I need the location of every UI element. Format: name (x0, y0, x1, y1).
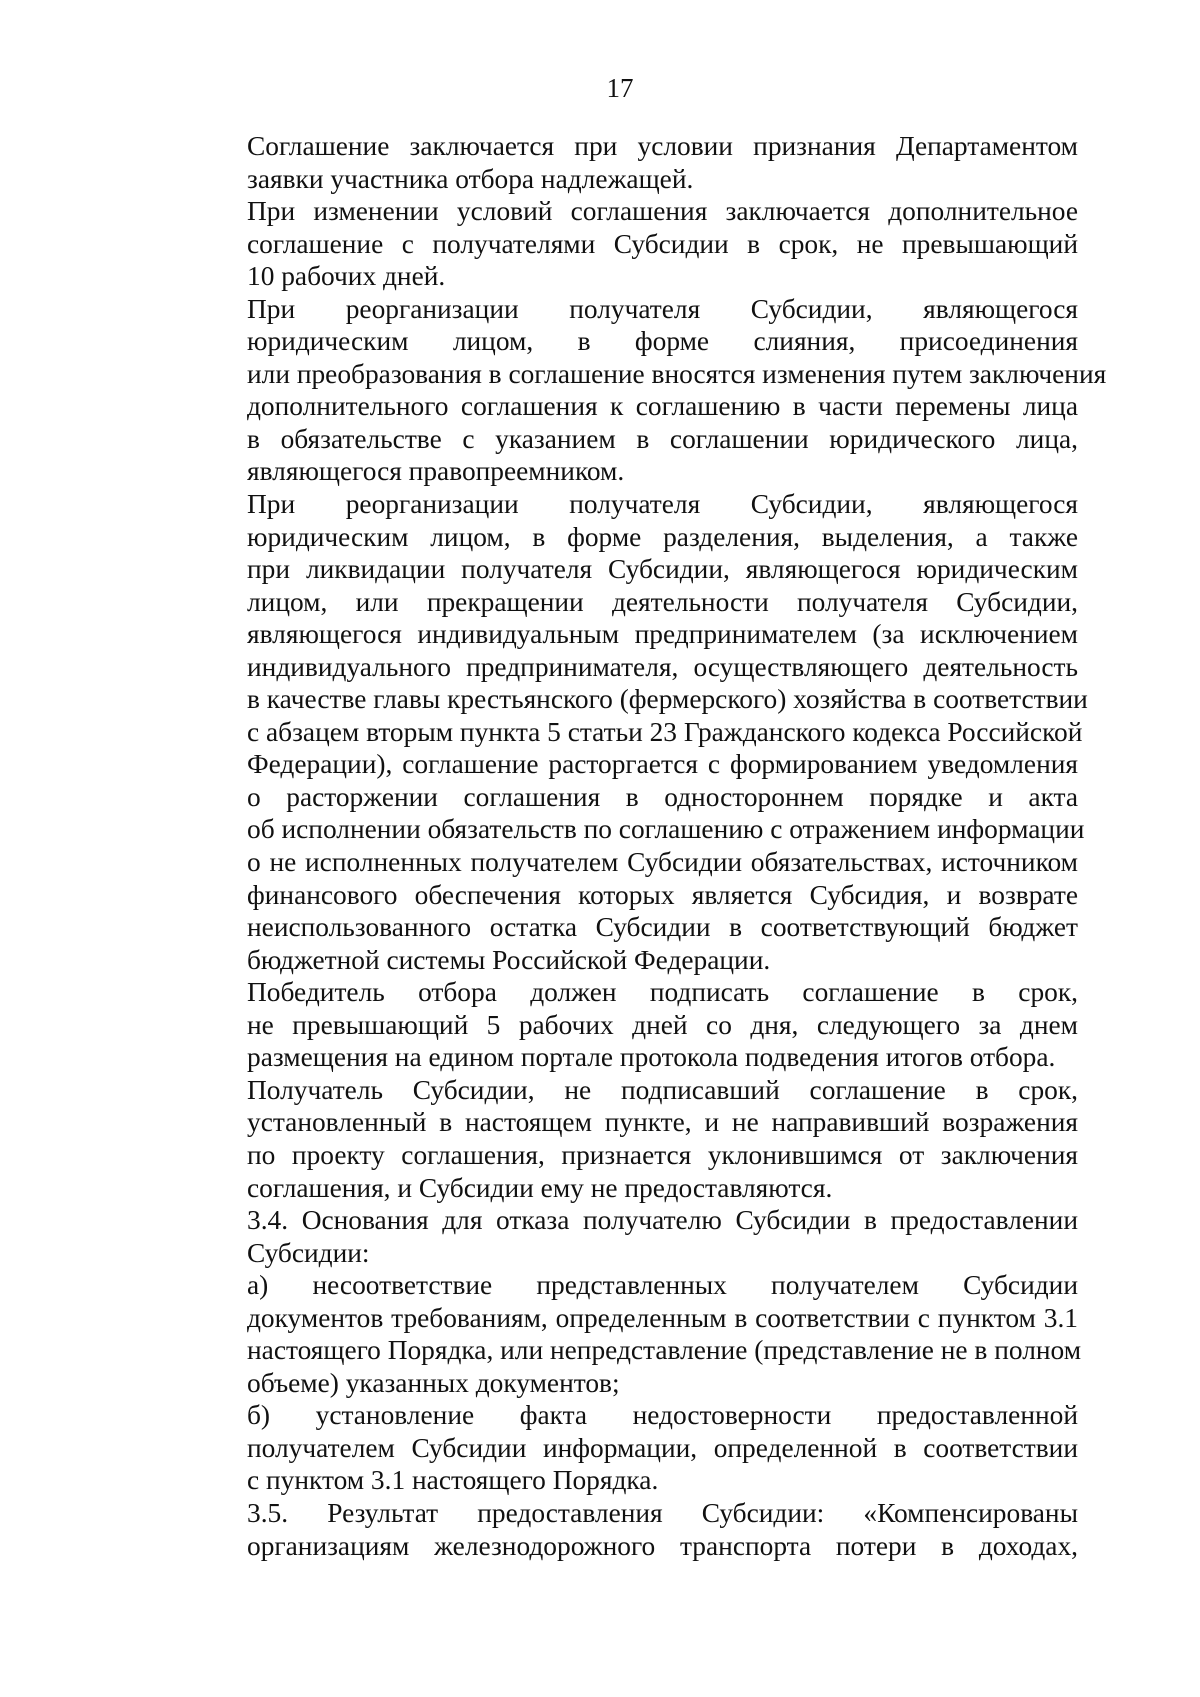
paragraph (174, 1497, 1078, 1562)
paragraph (174, 488, 1088, 976)
text-line: являющегося индивидуальным предпринимателем (за исключением (247, 619, 1078, 650)
text-line: размещения на едином портале протокола подведения итогов отбора. (247, 1042, 1056, 1073)
text-line: юридическим лицом, в форме слияния, присоединения (247, 326, 1078, 357)
text-line: б) установление факта недостоверности предоставленной (247, 1400, 1078, 1431)
paragraph (174, 1269, 1082, 1399)
text-line: с абзацем вторым пункта 5 статьи 23 Гражданского кодекса Российской (247, 716, 1083, 747)
paragraph (174, 195, 1078, 293)
text-line: Победитель отбора должен подписать соглашение в срок, (247, 977, 1078, 1008)
text-line: объеме) указанных документов; (247, 1367, 620, 1398)
text-line: являющегося правопреемником. (247, 456, 625, 487)
text-line: с пунктом 3.1 настоящего Порядка. (247, 1465, 659, 1496)
text-line: установленный в настоящем пункте, и не направивший возражения (247, 1107, 1078, 1138)
text-line: о расторжении соглашения в одностороннем порядке и акта (247, 781, 1078, 812)
text-line: об исполнении обязательств по соглашению с отражением информации (247, 814, 1085, 845)
text-line: 3.5. Результат предоставления Субсидии: «Компенсированы (247, 1497, 1078, 1528)
text-line: при ликвидации получателя Субсидии, являющегося юридическим (247, 554, 1078, 585)
text-line: заявки участника отбора надлежащей. (247, 163, 694, 194)
text-line: не превышающий 5 рабочих дней со дня, следующего за днем (247, 1009, 1078, 1040)
text-line: При реорганизации получателя Субсидии, являющегося (247, 489, 1078, 520)
text-line: Получатель Субсидии, не подписавший соглашение в срок, (247, 1074, 1078, 1105)
text-line: Субсидии: (247, 1237, 370, 1268)
text-line: о не исполненных получателем Субсидии обязательствах, источником (247, 847, 1078, 878)
text-line: а) несоответствие представленных получателем Субсидии (247, 1270, 1078, 1301)
document-body (174, 130, 1107, 1562)
text-line: соглашение с получателями Субсидии в срок, не превышающий (247, 228, 1078, 259)
paragraph (174, 1074, 1078, 1204)
text-line: лицом, или прекращении деятельности получателя Субсидии, (247, 586, 1078, 617)
page-number: 17 (606, 73, 634, 103)
paragraph (174, 293, 1107, 488)
text-line: неиспользованного остатка Субсидии в соответствующий бюджет (247, 912, 1078, 943)
text-line: дополнительного соглашения к соглашению в части перемены лица (247, 391, 1078, 422)
text-line: финансового обеспечения которых является Субсидия, и возврате (247, 879, 1078, 910)
paragraph (174, 1399, 1078, 1497)
text-line: юридическим лицом, в форме разделения, выделения, а также (247, 521, 1078, 552)
text-line: документов требованиям, определенным в соответствии с пунктом 3.1 (247, 1302, 1078, 1333)
paragraph (174, 130, 1078, 195)
text-line: соглашения, и Субсидии ему не предоставляются. (247, 1172, 833, 1203)
text-line: бюджетной системы Российской Федерации. (247, 944, 771, 975)
text-line: в обязательстве с указанием в соглашении юридического лица, (247, 423, 1078, 454)
text-line: по проекту соглашения, признается уклонившимся от заключения (247, 1139, 1078, 1170)
text-line: Соглашение заключается при условии признания Департаментом (247, 131, 1078, 161)
text-line: или преобразования в соглашение вносятся изменения путем заключения (247, 358, 1107, 389)
text-line: 3.4. Основания для отказа получателю Субсидии в предоставлении (247, 1205, 1078, 1236)
text-line: индивидуального предпринимателя, осуществляющего деятельность (247, 651, 1078, 682)
text-line: организациям железнодорожного транспорта потери в доходах, (247, 1530, 1078, 1561)
text-line: получателем Субсидии информации, определенной в соответствии (247, 1432, 1078, 1463)
text-line: При реорганизации получателя Субсидии, являющегося (247, 293, 1078, 324)
paragraph (174, 1204, 1078, 1269)
text-line: При изменении условий соглашения заключается дополнительное (247, 196, 1078, 227)
text-line: 10 рабочих дней. (247, 261, 446, 292)
paragraph (174, 976, 1078, 1074)
text-line: Федерации), соглашение расторгается с формированием уведомления (247, 749, 1078, 780)
text-line: настоящего Порядка, или непредставление (представление не в полном (247, 1335, 1082, 1366)
text-line: в качестве главы крестьянского (фермерского) хозяйства в соответствии (247, 684, 1088, 715)
